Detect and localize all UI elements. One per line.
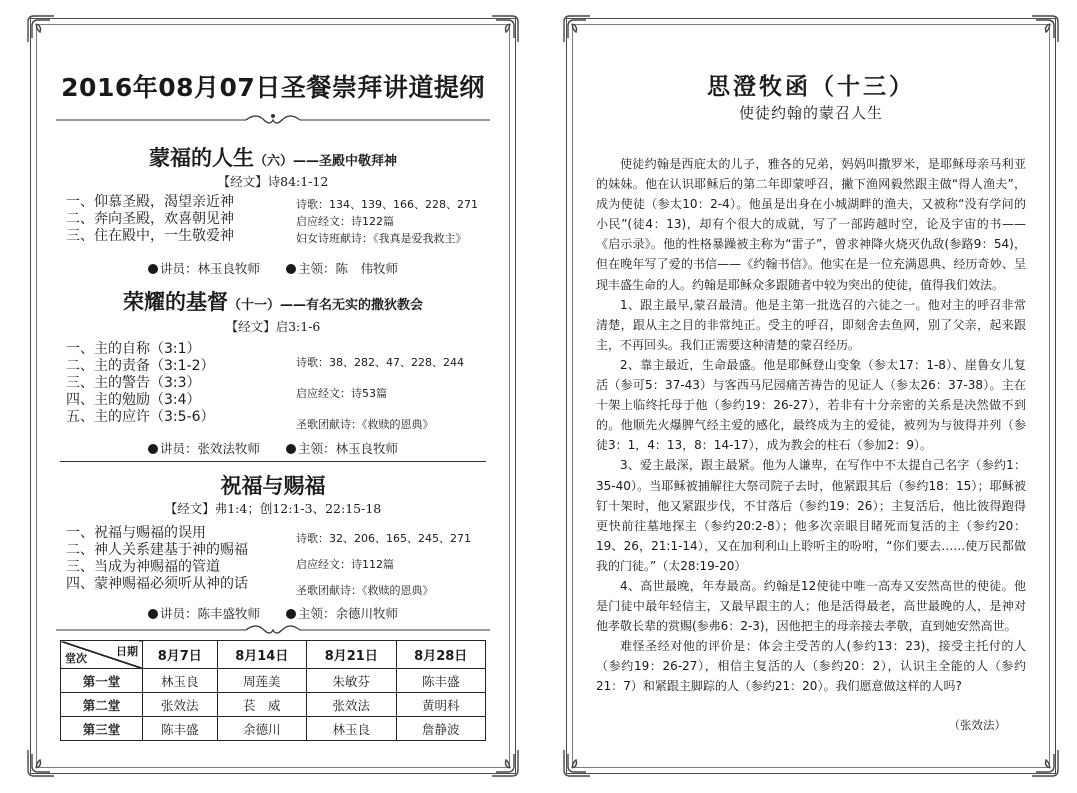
service-label: 第一堂 bbox=[61, 669, 143, 693]
hymn-line: 启应经文：诗53篇 bbox=[296, 387, 387, 400]
corner-ornament-icon bbox=[488, 746, 522, 780]
corner-ornament-icon bbox=[560, 12, 594, 46]
bullet-dot-icon bbox=[286, 609, 296, 619]
section-3-scripture: 【经文】弗1:4；创12:1-3、22:15-18 bbox=[164, 501, 382, 516]
service-label: 第二堂 bbox=[61, 693, 143, 717]
letter-body bbox=[596, 154, 1026, 697]
section-3-outline bbox=[66, 525, 296, 593]
hymn-line: 启应经文：诗122篇 bbox=[296, 215, 394, 228]
table-row bbox=[61, 717, 486, 741]
outline-point: 一、主的自称（3:1） bbox=[66, 341, 201, 357]
section-series: （六） bbox=[253, 154, 293, 169]
table-cell: 张效法 bbox=[143, 693, 218, 717]
hymn-line: 诗歌：38、282、47、228、244 bbox=[296, 356, 464, 369]
table-row bbox=[61, 693, 486, 717]
section-3-title bbox=[30, 470, 516, 500]
table-cell: 詹静波 bbox=[396, 717, 486, 741]
corner-ornament-icon bbox=[24, 746, 58, 780]
section-1-speakers bbox=[30, 259, 516, 277]
date-header: 8月7日 bbox=[143, 641, 218, 669]
hymn-line: 圣歌团献诗：《救赎的恩典》 bbox=[296, 418, 434, 431]
corner-ornament-icon bbox=[1028, 746, 1062, 780]
leader: 主领：余德川牧师 bbox=[298, 606, 399, 621]
bulletin-title: 2016年08月07日圣餐崇拜讲道提纲 bbox=[61, 73, 485, 102]
table-cell: 苌 威 bbox=[217, 693, 306, 717]
leader: 主领：陈 伟牧师 bbox=[298, 261, 399, 276]
table-cell: 周莲美 bbox=[217, 669, 306, 693]
corner-ornament-icon bbox=[488, 12, 522, 46]
section-1-title bbox=[30, 142, 516, 172]
letter-title: 思澄牧函（十三） bbox=[707, 73, 915, 100]
date-header: 8月14日 bbox=[217, 641, 306, 669]
paragraph: 1、跟主最早,蒙召最清。他是主第一批选召的六徒之一。他对主的呼召非常清楚，跟从主之目的非常纯正。受主的呼召，即刻舍去鱼网，别了父亲，起来跟主，不再回头。我们正需要这种清楚的蒙召经历。 bbox=[596, 297, 1026, 352]
bullet-dot-icon bbox=[286, 264, 296, 274]
bullet-dot-icon bbox=[286, 444, 296, 454]
outline-point: 一、祝福与赐福的误用 bbox=[66, 525, 206, 541]
author-signature: （张效法） bbox=[948, 718, 1006, 732]
section-subtitle: ——有名无实的撒狄教会 bbox=[280, 298, 424, 313]
outline-point: 二、奔向圣殿，欢喜朝见神 bbox=[66, 211, 234, 227]
hymn-line: 妇女诗班献诗：《我真是爱我救主》 bbox=[296, 232, 467, 245]
hymn-line: 诗歌：134、139、166、228、271 bbox=[296, 198, 478, 211]
outline-point: 三、住在殿中，一生敬爱神 bbox=[66, 228, 234, 244]
paragraph: 3、爱主最深，跟主最紧。他为人谦卑，在写作中不太提自己名字（参约1：35-40）。当耶稣被捕解往大祭司院子去时，他紧跟其后（参约18：15）；耶稣被钉十架时，他又紧跟步伐，不甘落后（参约19：26）；主复活后，他比彼得跑得更快前往墓地探主（参约20:2-8）；他多次亲眼目睹死而复活的主（参约20：19、26，21:1-14），又在加利利山上聆听主的吩咐，“你们要去……使万民都做我的门徒。”（太28:19-20） bbox=[596, 458, 1026, 573]
table-cell: 余德川 bbox=[217, 717, 306, 741]
outline-point: 四、蒙神赐福必须听从神的话 bbox=[66, 576, 248, 592]
corner-ornament-icon bbox=[1028, 12, 1062, 46]
table-cell: 林玉良 bbox=[143, 669, 218, 693]
table-cell: 陈丰盛 bbox=[143, 717, 218, 741]
paragraph: 2、靠主最近，生命最盛。他是耶稣登山变象（参太17：1-8）、崖鲁女儿复活（参可5：37-43）与客西马尼园痛苦祷告的见证人（参太26：37-38）。主在十架上临终托母于他（参约19：26-27），若非有十分亲密的关系是决然做不到的。他顺先火爆脾气经主爱的感化，最终成为主的爱徒，被列为与彼得并列（参徒3：1，4：13，8：14-17），成为教会的柱石（参加2：9）。 bbox=[596, 357, 1026, 453]
bulletin-left-page bbox=[30, 18, 516, 774]
hymn-line: 圣歌团献诗：《救赎的恩典》 bbox=[296, 584, 434, 597]
table-cell: 张效法 bbox=[307, 693, 396, 717]
table-cell: 林玉良 bbox=[307, 717, 396, 741]
section-2-scripture: 【经文】启3:1-6 bbox=[225, 319, 321, 334]
letter-subtitle: 使徒约翰的蒙召人生 bbox=[738, 104, 883, 122]
section-2-title bbox=[30, 286, 516, 316]
section-2-hymns bbox=[296, 347, 464, 440]
paragraph: 使徒约翰是西庇太的儿子，雅各的兄弟，妈妈叫撒罗米，是耶稣母亲马利亚的妹妹。他在认识耶稣后的第二年即蒙呼召，撇下渔网毅然跟主做“得人渔夫”，成为使徒（参太10：2-4）。他虽是出身在小城湖畔的渔夫，又被称“没有学问的小民”(徒4：13)，却有个很大的成就，写了一部跨越时空，论及宇宙的书——《启示录》。他的性格暴躁被主称为“雷子”，曾求神降火烧灭仇敌(参路9：54)，但在晚年写了爱的书信——《约翰书信》。他实在是一位充满恩典、经历奇妙、呈现丰盛生命的人。约翰是耶稣众多跟随者中较为突出的使徒，值得我们效法。 bbox=[596, 157, 1026, 292]
hymn-line: 启应经文：诗112篇 bbox=[296, 558, 394, 571]
table-cell: 朱敏芬 bbox=[307, 669, 396, 693]
leader: 主领：林玉良牧师 bbox=[298, 441, 399, 456]
bullet-dot-icon bbox=[148, 609, 158, 619]
outline-point: 三、当成为神赐福的管道 bbox=[66, 559, 220, 575]
scroll-divider-icon bbox=[56, 622, 490, 638]
table-cell: 陈丰盛 bbox=[396, 669, 486, 693]
table-header-row bbox=[61, 641, 486, 669]
speaker: 讲员：林玉良牧师 bbox=[159, 261, 260, 276]
section-1-hymns bbox=[296, 196, 478, 247]
outline-point: 三、主的警告（3:3） bbox=[66, 375, 201, 391]
row-axis-label: 堂次 bbox=[65, 652, 87, 665]
date-header: 8月28日 bbox=[396, 641, 486, 669]
outline-point: 四、主的勉励（3:4） bbox=[66, 392, 201, 408]
bullet-dot-icon bbox=[148, 444, 158, 454]
outline-point: 二、神人关系建基于神的赐福 bbox=[66, 542, 248, 558]
corner-ornament-icon bbox=[24, 12, 58, 46]
section-3-speakers bbox=[30, 604, 516, 622]
service-label: 第三堂 bbox=[61, 717, 143, 741]
hymn-line: 诗歌：32、206、165、245、271 bbox=[296, 532, 471, 545]
section-title-main: 祝福与赐福 bbox=[220, 474, 326, 498]
paragraph: 难怪圣经对他的评价是：体会主受苦的人(参约13：23)，接受主托付的人（参约19：26-27），相信主复活的人（参约20：2），认识主全能的人（参约21：7）和紧跟主脚踪的人（参约21：20）。我们愿意做这样的人吗? bbox=[596, 639, 1026, 694]
section-series: （十一） bbox=[227, 298, 280, 313]
section-title-main: 荣耀的基督 bbox=[122, 290, 228, 314]
scroll-divider-icon bbox=[56, 112, 490, 128]
outline-point: 一、仰慕圣殿，渴望亲近神 bbox=[66, 194, 234, 210]
speaker: 讲员：张效法牧师 bbox=[159, 441, 260, 456]
preacher-schedule-table bbox=[60, 640, 486, 741]
outline-point: 二、主的责备（3:1-2） bbox=[66, 358, 215, 374]
section-2-outline bbox=[66, 341, 296, 426]
corner-ornament-icon bbox=[560, 746, 594, 780]
speaker: 讲员：陈丰盛牧师 bbox=[159, 606, 260, 621]
table-row bbox=[61, 669, 486, 693]
paragraph: 4、高世最晚，年寿最高。约翰是12使徒中唯一高寿又安然高世的使徒。他是门徒中最年轻信主，又最早跟主的人；他是活得最老，高世最晚的人，是神对他孝敬长辈的赏赐(参弗6：2-3)，因他把主的母亲接去孝敬，直到她安然高世。 bbox=[596, 578, 1026, 634]
section-1-outline bbox=[66, 194, 296, 245]
section-subtitle: ——圣殿中敬拜神 bbox=[293, 154, 398, 169]
table-cell: 黄明科 bbox=[396, 693, 486, 717]
bullet-dot-icon bbox=[148, 264, 158, 274]
pastoral-letter-page bbox=[566, 18, 1056, 774]
section-divider bbox=[60, 461, 486, 462]
column-axis-label: 日期 bbox=[116, 645, 138, 658]
section-title-main: 蒙福的人生 bbox=[148, 146, 254, 170]
outline-point: 五、主的应许（3:5-6） bbox=[66, 409, 215, 425]
section-2-speakers bbox=[30, 439, 516, 457]
section-1-scripture: 【经文】诗84:1-12 bbox=[217, 174, 329, 189]
date-header: 8月21日 bbox=[307, 641, 396, 669]
table-corner-cell bbox=[61, 641, 143, 669]
section-3-hymns bbox=[296, 526, 471, 604]
